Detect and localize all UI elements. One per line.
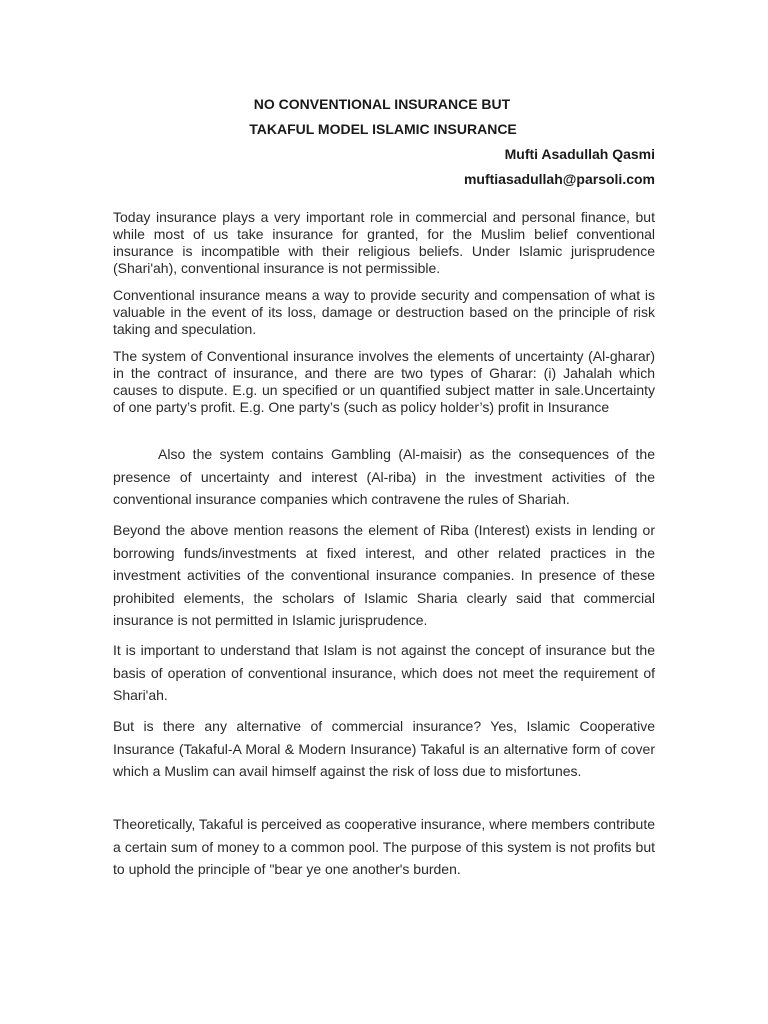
author-email: muftiasadullah@parsoli.com xyxy=(463,171,655,187)
author-name: Mufti Asadullah Qasmi xyxy=(504,146,655,162)
paragraph-intro: Today insurance plays a very important role in commercial and personal finance, but while most of us take insurance for granted, for the Muslim belief conventional insurance is incompatible with their religious beliefs. Under Islamic jurisprudence (Shari'ah), conventional insurance is not permissible. xyxy=(113,209,655,276)
document-title-line-1: NO CONVENTIONAL INSURANCE BUT xyxy=(253,96,511,112)
paragraph-takaful-theory: Theoretically, Takaful is perceived as cooperative insurance, where members contribute a certain sum of money to a common pool. The purpose of this system is not profits but to uphold the principle of "bear ye one another's burden. xyxy=(113,816,655,877)
document-title-line-2: TAKAFUL MODEL ISLAMIC INSURANCE xyxy=(249,121,517,137)
paragraph-gambling: Also the system contains Gambling (Al-maisir) as the consequences of the presence of uncertainty and interest (Al-riba) in the investment activities of the conventional insurance companies which contravene the rules of Shariah. xyxy=(113,446,655,507)
paragraph-gharar: The system of Conventional insurance involves the elements of uncertainty (Al-gharar) in the contract of insurance, and there are two types of Gharar: (i) Jahalah which causes to dispute. E.g. un specified or un quantified subject matter in sale.Uncertainty of one party’s profit. E.g. One party’s (such as policy holder’s) profit in Insurance xyxy=(113,348,655,415)
paragraph-alternative: But is there any alternative of commercial insurance? Yes, Islamic Cooperative Insurance (Takaful-A Moral & Modern Insurance) Takaful is an alternative form of cover which a Muslim can avail himself against the risk of loss due to misfortunes. xyxy=(113,718,655,779)
paragraph-islam-concept: It is important to understand that Islam is not against the concept of insurance but the basis of operation of conventional insurance, which does not meet the requirement of Shari'ah. xyxy=(113,642,655,703)
paragraph-riba: Beyond the above mention reasons the element of Riba (Interest) exists in lending or borrowing funds/investments at fixed interest, and other related practices in the investment activities of the conventional insurance companies. In presence of these prohibited elements, the scholars of Islamic Sharia clearly said that commercial insurance is not permitted in Islamic jurisprudence. xyxy=(113,522,655,628)
paragraph-definition: Conventional insurance means a way to provide security and compensation of what is valuable in the event of its loss, damage or destruction based on the principle of risk taking and speculation. xyxy=(113,287,655,337)
